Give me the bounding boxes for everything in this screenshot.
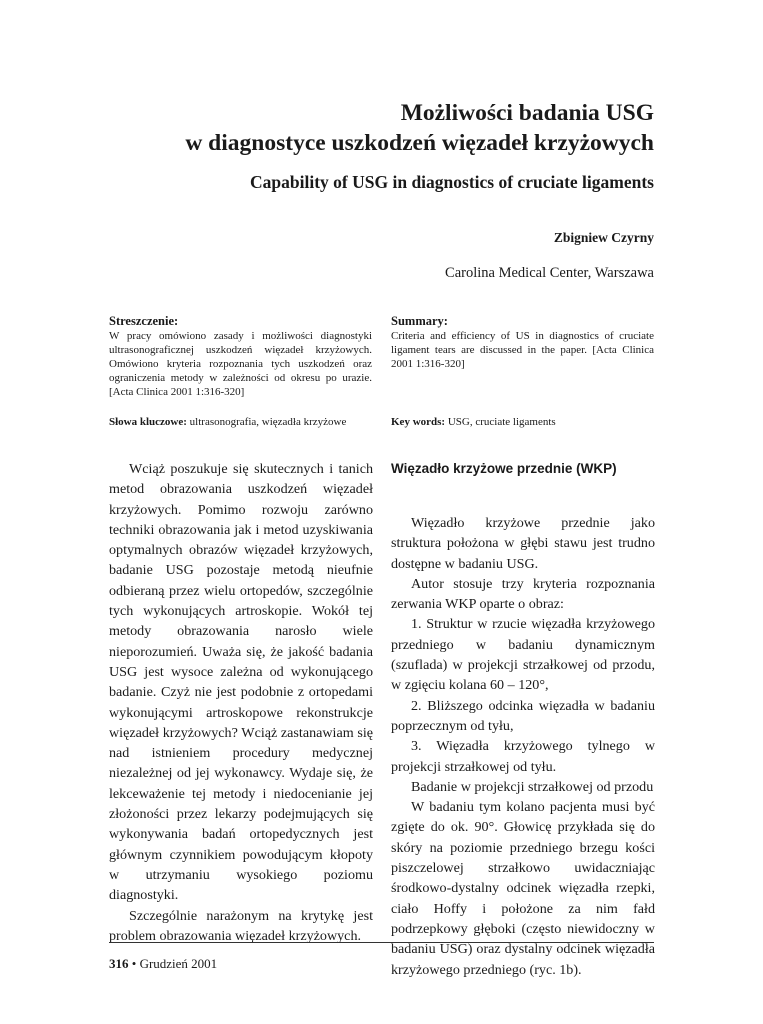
title-polish [185,98,654,158]
section-heading: Więzadło krzyżowe przednie (WKP) [391,461,617,476]
keywords-polish [109,415,372,429]
list-item: 3. Więzadła krzyżowego tylnego w projekcji strzałkowej od tyłu. [391,738,655,775]
keywords-english [391,415,654,429]
abstract-english-text: Criteria and efficiency of US in diagnostics of cruciate ligament tears are discussed in the paper. [Acta Clinica 2001 1:316-320] [391,330,654,370]
keywords-polish-text: ultrasonografia, więzadła krzyżowe [189,416,347,428]
paragraph: Wciąż poszukuje się skutecznych i tanich metod obrazowania uszkodzeń więzadeł krzyżowych. Pomimo rozwoju zarówno techniki obrazowania jak i metod uzyskiwania optymalnych obrazów więzadeł krzyżowych, badanie USG pozostaje metodą nieufnie odbieraną przez wielu ortopedów, szczególnie tych wykonujących artroskopie. Wokół tej metody obrazowania narosło wiele nieporozumień. Uważa się, że jakość badania USG jest wysoce zależna od wykonującego badanie. Czyż nie jest podobnie z ortopedami wykonującymi artroskopowe rekonstrukcje więzadeł krzyżowych? Wciąż zastanawiam się nad istnieniem procedury medycznej niezależnej od jej wykonawcy. Wydaje się, że lekceważenie tej metody i niedocenianie jej złożoności przez lekarzy podejmujących się wykonywania badań ortopedycznych jest głównym czynnikiem powodującym kłopoty w utrzymaniu wysokiego poziomu diagnostyki. [109,461,373,904]
keywords-english-label: Key words: [391,416,446,428]
body-column-right [391,459,655,980]
author: Zbigniew Czyrny [553,230,654,245]
title-line-1: Możliwości badania USG [400,100,654,126]
abstract-english [391,314,654,371]
page-number: 316 [109,956,129,971]
footer [109,956,217,972]
title-line-2: w diagnostyce uszkodzeń więzadeł krzyżowych [185,130,654,156]
issue-date: Grudzień 2001 [139,956,218,971]
affiliation: Carolina Medical Center, Warszawa [445,265,654,281]
section-spacer [391,499,655,513]
abstract-english-heading: Summary: [391,314,448,328]
abstract-polish-text: W pracy omówiono zasady i możliwości diagnostyki ultrasonograficznej uszkodzeń więzadeł krzyżowych. Omówiono kryteria rozpoznania tych uszkodzeń oraz ograniczenia metody w zależności od okresu po urazie. [Acta Clinica 2001 1:316-320] [109,330,372,398]
paragraph: Autor stosuje trzy kryteria rozpoznania zerwania WKP oparte o obraz: [391,575,655,613]
abstract-polish [109,314,372,399]
list-item: 1. Struktur w rzucie więzadła krzyżowego przedniego w badaniu dynamicznym (szuflada) w projekcji strzałkowej od przodu, w zgięciu kolana 60 – 120°, [391,616,655,694]
abstract-polish-heading: Streszczenie: [109,314,179,328]
footer-rule [109,942,654,943]
keywords-english-text: USG, cruciate ligaments [447,416,556,428]
title-english: Capability of USG in diagnostics of cruciate ligaments [250,172,654,192]
body-column-left [109,459,373,946]
paragraph: Więzadło krzyżowe przednie jako struktura położona w głębi stawu jest trudno dostępne w badaniu USG. [391,515,655,572]
paragraph: Szczególnie narażonym na krytykę jest problem obrazowania więzadeł krzyżowych. [109,907,373,944]
keywords-polish-label: Słowa kluczowe: [109,416,187,428]
footer-bullet: • [131,956,137,971]
list-item: 2. Bliższego odcinka więzadła w badaniu poprzecznym od tyłu, [391,697,655,734]
paragraph: W badaniu tym kolano pacjenta musi być zgięte do ok. 90°. Głowicę przykłada się do skóry na poziomie przedniego brzegu kości piszczelowej strzałkowo uwidaczniając środkowo-dystalny odcinek więzadła rzepki, ciało Hoffy i położone za nim fałd podrzepkowy głęboki (często niewidoczny w badaniu USG) oraz dystalny odcinek więzadła krzyżowego przedniego (ryc. 1b). [391,799,655,978]
subheading-paragraph: Badanie w projekcji strzałkowej od przodu [411,778,654,795]
